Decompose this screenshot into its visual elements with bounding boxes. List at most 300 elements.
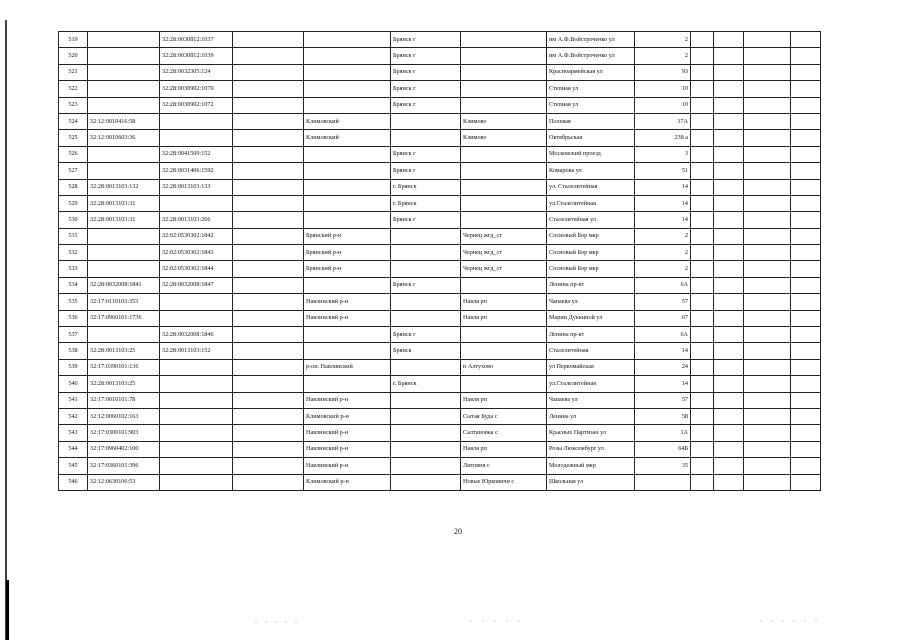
empty-cell (744, 163, 791, 179)
empty-cell (744, 359, 791, 375)
empty-cell (744, 228, 791, 244)
empty-cell (714, 179, 744, 195)
page-number: 20 (454, 527, 462, 536)
empty-cell (233, 64, 304, 80)
cadastral-number-2-cell: 32:28:0030812:1039 (160, 48, 233, 64)
row-number-cell: 539 (59, 359, 88, 375)
street-cell: Степная ул (547, 81, 635, 97)
empty-cell (714, 97, 744, 113)
house-number-cell: 2 (635, 261, 691, 277)
empty-cell (791, 310, 821, 326)
empty-cell (233, 32, 304, 48)
row-number-cell: 520 (59, 48, 88, 64)
cadastral-number-cell: 32:28:0013103:132 (88, 179, 160, 195)
cadastral-number-cell (88, 245, 160, 261)
empty-cell (233, 392, 304, 408)
house-number-cell (635, 474, 691, 490)
district-cell (304, 212, 391, 228)
street-cell: Красноармейская ул (547, 64, 635, 80)
empty-cell (744, 458, 791, 474)
settlement-cell: Литовня с (461, 458, 547, 474)
row-number-cell: 537 (59, 327, 88, 343)
empty-cell (791, 32, 821, 48)
empty-cell (233, 245, 304, 261)
city-cell: Брянск г (391, 64, 461, 80)
city-cell: Брянск г (391, 48, 461, 64)
table-row (59, 48, 821, 64)
house-number-cell: 6А (635, 277, 691, 293)
house-number-cell: 238 а (635, 130, 691, 146)
empty-cell (691, 277, 714, 293)
house-number-cell: 14 (635, 376, 691, 392)
empty-cell (691, 245, 714, 261)
house-number-cell: 2 (635, 32, 691, 48)
settlement-cell (461, 195, 547, 211)
empty-cell (233, 97, 304, 113)
city-cell: Брянск г (391, 97, 461, 113)
empty-cell (791, 179, 821, 195)
cadastral-number-cell: 32:12:0630106:53 (88, 474, 160, 490)
house-number-cell: 64Б (635, 441, 691, 457)
empty-cell (691, 408, 714, 424)
empty-cell (691, 310, 714, 326)
street-cell: им А.Ф.Войстроченко ул (547, 32, 635, 48)
district-cell (304, 146, 391, 162)
table-row (59, 408, 821, 424)
city-cell: Брянск г (391, 327, 461, 343)
district-cell: Брянский р-н (304, 245, 391, 261)
city-cell: Брянск г (391, 212, 461, 228)
row-number-cell: 526 (59, 146, 88, 162)
district-cell (304, 327, 391, 343)
row-number-cell: 543 (59, 425, 88, 441)
district-cell (304, 376, 391, 392)
district-cell: Навлинский р-н (304, 294, 391, 310)
cadastral-number-2-cell: 32:02:0530302:1843 (160, 245, 233, 261)
table-row (59, 97, 821, 113)
cadastral-number-cell (88, 146, 160, 162)
cadastral-number-2-cell: 32:28:0013103:266 (160, 212, 233, 228)
cadastral-number-2-cell (160, 458, 233, 474)
cadastral-number-2-cell: 32:28:0013103:152 (160, 343, 233, 359)
cadastral-number-cell (88, 81, 160, 97)
house-number-cell: 2 (635, 245, 691, 261)
cadastral-number-cell (88, 261, 160, 277)
street-cell: ул. Сталелитейная (547, 179, 635, 195)
empty-cell (714, 32, 744, 48)
table-row (59, 261, 821, 277)
house-number-cell: 35 (635, 458, 691, 474)
empty-cell (233, 376, 304, 392)
empty-cell (233, 130, 304, 146)
district-cell: Навлинский р-н (304, 458, 391, 474)
street-cell: Октябрьская (547, 130, 635, 146)
empty-cell (744, 146, 791, 162)
table-row (59, 228, 821, 244)
empty-cell (714, 163, 744, 179)
cadastral-number-2-cell: 32:28:0031406:1592 (160, 163, 233, 179)
city-cell (391, 261, 461, 277)
empty-cell (744, 392, 791, 408)
empty-cell (714, 113, 744, 129)
settlement-cell: Чернец жгд_ст (461, 261, 547, 277)
empty-cell (744, 195, 791, 211)
table-row (59, 392, 821, 408)
empty-cell (791, 343, 821, 359)
empty-cell (691, 130, 714, 146)
city-cell (391, 408, 461, 424)
row-number-cell: 524 (59, 113, 88, 129)
empty-cell (714, 359, 744, 375)
street-cell: им А.Ф.Войстроченко ул (547, 48, 635, 64)
empty-cell (791, 425, 821, 441)
empty-cell (744, 408, 791, 424)
empty-cell (233, 294, 304, 310)
empty-cell (714, 212, 744, 228)
empty-cell (791, 146, 821, 162)
settlement-cell: п Алтухово (461, 359, 547, 375)
cadastral-number-2-cell: 32:28:0030812:1037 (160, 32, 233, 48)
house-number-cell: 37А (635, 113, 691, 129)
empty-cell (744, 113, 791, 129)
empty-cell (791, 359, 821, 375)
row-number-cell: 545 (59, 458, 88, 474)
empty-cell (791, 212, 821, 228)
settlement-cell: Климово (461, 113, 547, 129)
empty-cell (233, 113, 304, 129)
settlement-cell (461, 212, 547, 228)
city-cell (391, 359, 461, 375)
empty-cell (691, 97, 714, 113)
table-row (59, 113, 821, 129)
street-cell: Степная ул (547, 97, 635, 113)
settlement-cell: Навля рп (461, 392, 547, 408)
empty-cell (233, 179, 304, 195)
empty-cell (714, 310, 744, 326)
row-number-cell: 525 (59, 130, 88, 146)
settlement-cell (461, 376, 547, 392)
empty-cell (791, 294, 821, 310)
empty-cell (691, 64, 714, 80)
empty-cell (744, 81, 791, 97)
empty-cell (744, 64, 791, 80)
cadastral-number-2-cell: 32:28:0032008:1846 (160, 327, 233, 343)
cadastral-number-2-cell: 32:28:0030902:1070 (160, 81, 233, 97)
empty-cell (791, 130, 821, 146)
settlement-cell (461, 81, 547, 97)
cadastral-number-cell: 32:17:0300101:903 (88, 425, 160, 441)
house-number-cell: 14 (635, 195, 691, 211)
table-row (59, 441, 821, 457)
settlement-cell (461, 64, 547, 80)
district-cell (304, 343, 391, 359)
city-cell: Брянск г (391, 146, 461, 162)
settlement-cell (461, 32, 547, 48)
cadastral-number-cell: 32:28:0013103:25 (88, 376, 160, 392)
settlement-cell: Навля рп (461, 310, 547, 326)
table-row (59, 343, 821, 359)
city-cell (391, 441, 461, 457)
cadastral-number-2-cell (160, 195, 233, 211)
empty-cell (791, 113, 821, 129)
table-row (59, 179, 821, 195)
settlement-cell (461, 146, 547, 162)
street-cell: Красных Партизан ул (547, 425, 635, 441)
cadastral-number-cell: 32:17:0360101:396 (88, 458, 160, 474)
city-cell (391, 425, 461, 441)
empty-cell (233, 212, 304, 228)
empty-cell (744, 441, 791, 457)
empty-cell (233, 359, 304, 375)
house-number-cell: 10 (635, 97, 691, 113)
empty-cell (744, 294, 791, 310)
empty-cell (691, 212, 714, 228)
empty-cell (714, 130, 744, 146)
settlement-cell: Навля рп (461, 441, 547, 457)
empty-cell (714, 327, 744, 343)
table-row (59, 310, 821, 326)
settlement-cell (461, 179, 547, 195)
cadastral-number-2-cell (160, 441, 233, 457)
empty-cell (791, 97, 821, 113)
table-row (59, 195, 821, 211)
row-number-cell: 533 (59, 261, 88, 277)
house-number-cell: 58 (635, 408, 691, 424)
table-row (59, 146, 821, 162)
row-number-cell: 546 (59, 474, 88, 490)
empty-cell (691, 441, 714, 457)
cadastral-number-cell (88, 163, 160, 179)
empty-cell (691, 179, 714, 195)
district-cell: Климовский р-н (304, 474, 391, 490)
house-number-cell: 10 (635, 81, 691, 97)
cadastral-number-2-cell (160, 425, 233, 441)
empty-cell (714, 261, 744, 277)
table-row (59, 458, 821, 474)
empty-cell (714, 441, 744, 457)
district-cell (304, 81, 391, 97)
cadastral-number-2-cell: 32:02:0530302:1842 (160, 228, 233, 244)
house-number-cell: 1А (635, 425, 691, 441)
row-number-cell: 536 (59, 310, 88, 326)
settlement-cell (461, 163, 547, 179)
empty-cell (714, 277, 744, 293)
row-number-cell: 527 (59, 163, 88, 179)
empty-cell (691, 48, 714, 64)
empty-cell (744, 32, 791, 48)
empty-cell (744, 310, 791, 326)
empty-cell (691, 327, 714, 343)
settlement-cell: Чернец жгд_ст (461, 228, 547, 244)
district-cell: р-он. Навлинский (304, 359, 391, 375)
cadastral-number-2-cell (160, 474, 233, 490)
cadastral-number-cell: 32:12:0060102:163 (88, 408, 160, 424)
row-number-cell: 534 (59, 277, 88, 293)
street-cell: Розы Люксембург ул (547, 441, 635, 457)
district-cell: Климовский (304, 130, 391, 146)
row-number-cell: 538 (59, 343, 88, 359)
settlement-cell (461, 48, 547, 64)
empty-cell (233, 408, 304, 424)
row-number-cell: 535 (59, 294, 88, 310)
empty-cell (714, 81, 744, 97)
settlement-cell: Климово (461, 130, 547, 146)
empty-cell (791, 441, 821, 457)
district-cell (304, 48, 391, 64)
settlement-cell (461, 97, 547, 113)
cadastral-number-cell: 32:28:0013103:25 (88, 343, 160, 359)
settlement-cell: Чернец жгд_ст (461, 245, 547, 261)
table-row (59, 130, 821, 146)
empty-cell (691, 81, 714, 97)
empty-cell (233, 81, 304, 97)
empty-cell (791, 195, 821, 211)
table-row (59, 376, 821, 392)
empty-cell (714, 294, 744, 310)
city-cell: г. Брянск (391, 195, 461, 211)
cadastral-number-cell: 32:28:0032008:1841 (88, 277, 160, 293)
empty-cell (744, 179, 791, 195)
house-number-cell: 93 (635, 64, 691, 80)
district-cell: Навлинский р-н (304, 392, 391, 408)
cadastral-number-2-cell (160, 376, 233, 392)
city-cell (391, 245, 461, 261)
empty-cell (233, 163, 304, 179)
row-number-cell: 528 (59, 179, 88, 195)
settlement-cell: Салтановка с (461, 425, 547, 441)
empty-cell (791, 277, 821, 293)
district-cell (304, 195, 391, 211)
empty-cell (233, 195, 304, 211)
street-cell: ул Первомайская (547, 359, 635, 375)
table-row (59, 359, 821, 375)
table-row (59, 212, 821, 228)
house-number-cell: 6А (635, 327, 691, 343)
empty-cell (691, 163, 714, 179)
row-number-cell: 523 (59, 97, 88, 113)
city-cell (391, 113, 461, 129)
empty-cell (691, 359, 714, 375)
district-cell: Климовский (304, 113, 391, 129)
cadastral-number-cell (88, 228, 160, 244)
empty-cell (714, 425, 744, 441)
empty-cell (714, 195, 744, 211)
cadastral-number-cell: 32:12:0010416:58 (88, 113, 160, 129)
row-number-cell: 531 (59, 228, 88, 244)
table-row (59, 277, 821, 293)
district-cell: Навлинский р-н (304, 310, 391, 326)
house-number-cell: 24 (635, 359, 691, 375)
city-cell: Брянск г (391, 163, 461, 179)
empty-cell (791, 48, 821, 64)
house-number-cell: 14 (635, 179, 691, 195)
empty-cell (744, 97, 791, 113)
empty-cell (791, 392, 821, 408)
settlement-cell: Новые Юрковичи с (461, 474, 547, 490)
house-number-cell: 14 (635, 212, 691, 228)
row-number-cell: 519 (59, 32, 88, 48)
street-cell: Молодежный мкр (547, 458, 635, 474)
cadastral-number-cell: 32:17:0390101:136 (88, 359, 160, 375)
empty-cell (233, 474, 304, 490)
cadastral-number-2-cell: 32:28:0013103:133 (160, 179, 233, 195)
empty-cell (691, 474, 714, 490)
settlement-cell (461, 277, 547, 293)
empty-cell (233, 146, 304, 162)
empty-cell (233, 310, 304, 326)
empty-cell (691, 425, 714, 441)
city-cell: г. Брянск (391, 376, 461, 392)
district-cell: Брянский р-н (304, 261, 391, 277)
row-number-cell: 521 (59, 64, 88, 80)
table-row (59, 245, 821, 261)
empty-cell (714, 392, 744, 408)
row-number-cell: 522 (59, 81, 88, 97)
empty-cell (233, 261, 304, 277)
street-cell: ул.Сталелитейная (547, 195, 635, 211)
settlement-cell (461, 343, 547, 359)
street-cell: Чапаева ул (547, 392, 635, 408)
cadastral-number-cell: 32:17:0010101:78 (88, 392, 160, 408)
row-number-cell: 542 (59, 408, 88, 424)
empty-cell (714, 474, 744, 490)
empty-cell (691, 228, 714, 244)
district-cell (304, 64, 391, 80)
cadastral-number-cell (88, 32, 160, 48)
cadastral-number-2-cell (160, 359, 233, 375)
empty-cell (691, 261, 714, 277)
district-cell (304, 179, 391, 195)
row-number-cell: 540 (59, 376, 88, 392)
district-cell: Климовский р-н (304, 408, 391, 424)
empty-cell (791, 64, 821, 80)
street-cell: ул.Сталелитейная (547, 376, 635, 392)
district-cell (304, 277, 391, 293)
district-cell (304, 163, 391, 179)
settlement-cell (461, 327, 547, 343)
city-cell (391, 228, 461, 244)
empty-cell (791, 228, 821, 244)
empty-cell (744, 327, 791, 343)
city-cell: Брянск г (391, 32, 461, 48)
empty-cell (691, 195, 714, 211)
cadastral-number-2-cell: 32:28:0032305:124 (160, 64, 233, 80)
empty-cell (744, 130, 791, 146)
empty-cell (691, 32, 714, 48)
empty-cell (744, 425, 791, 441)
empty-cell (233, 441, 304, 457)
cadastral-number-2-cell (160, 130, 233, 146)
empty-cell (791, 163, 821, 179)
empty-cell (233, 425, 304, 441)
street-cell: Ленина ул (547, 408, 635, 424)
city-cell: Брянск г (391, 277, 461, 293)
cadastral-number-2-cell: 32:28:0041509:152 (160, 146, 233, 162)
house-number-cell: 57 (635, 294, 691, 310)
row-number-cell: 529 (59, 195, 88, 211)
cadastral-number-cell: 32:17:0110103:353 (88, 294, 160, 310)
city-cell (391, 294, 461, 310)
empty-cell (691, 458, 714, 474)
cadastral-number-2-cell (160, 294, 233, 310)
city-cell (391, 474, 461, 490)
cadastral-number-2-cell: 32:28:0030902:1072 (160, 97, 233, 113)
district-cell (304, 32, 391, 48)
city-cell (391, 458, 461, 474)
house-number-cell: 67 (635, 310, 691, 326)
city-cell (391, 130, 461, 146)
street-cell: Сосновый Бор мкр (547, 228, 635, 244)
